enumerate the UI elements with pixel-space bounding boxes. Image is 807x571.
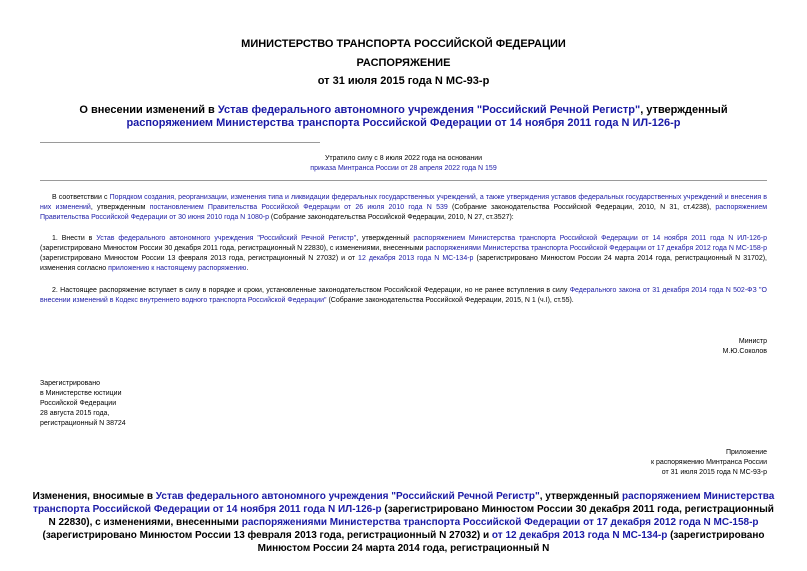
item1-text-3: (зарегистрировано Минюстом России 30 декабря 2011 года, регистрационный N 22830), с изменениями, внесенными — [40, 245, 426, 252]
divider-long — [40, 180, 767, 181]
registration-line: в Министерстве юстиции — [40, 390, 122, 397]
preamble-link-procedure[interactable]: Порядком создания, реорганизации, изменения типа и ликвидации федеральных государственных учреждений, а также утверждения уставов федеральных государственных учреждений и внесения в них изменений — [40, 194, 767, 211]
repeal-notice-link[interactable]: приказа Минтранса России от 28 апреля 2022 года N 159 — [310, 165, 497, 172]
item1-text-4: (зарегистрировано Минюстом России 13 февраля 2013 года, регистрационный N 27032) и от — [40, 255, 359, 262]
item2-text-2: (Собрание законодательства Российской Федерации, 2015, N 1 (ч.I), ст.55). — [326, 297, 574, 304]
bottom-text-1: Изменения, вносимые в — [32, 491, 156, 502]
preamble-text-1: В соответствии с — [52, 194, 110, 201]
item-1-paragraph — [40, 234, 767, 274]
item1-link-charter[interactable]: Устав федерального автономного учреждения "Российский Речной Регистр" — [96, 235, 357, 242]
repeal-notice — [0, 154, 807, 174]
preamble-link-order[interactable]: распоряжением Правительства Российской Федерации от 30 июня 2010 года N 1080-р — [40, 204, 768, 221]
title-link-charter[interactable]: Устав федерального автономного учреждения "Российский Речной Регистр" — [217, 104, 641, 116]
doc-date-number: от 31 июля 2015 года N МС-93-р — [317, 75, 490, 87]
ministry-heading: МИНИСТЕРСТВО ТРАНСПОРТА РОССИЙСКОЙ ФЕДЕРАЦИИ — [241, 38, 566, 50]
registration-line: 28 августа 2015 года, — [40, 410, 110, 417]
item2-text-1: 2. Настоящее распоряжение вступает в силу в порядке и сроки, установленные законодательством Российской Федерации, но не ранее вступления в силу — [52, 287, 570, 294]
item1-link-order[interactable]: распоряжением Министерства транспорта Российской Федерации от 14 ноября 2011 года N ИЛ-126-р — [413, 235, 767, 242]
appendix-title — [30, 490, 777, 555]
item-2-paragraph — [40, 286, 767, 306]
bottom-link-order-2013[interactable]: от 12 декабря 2013 года N МС-134-р — [491, 530, 668, 541]
item1-text-2: , утвержденный — [356, 235, 414, 242]
bottom-text-2: , утвержденный — [539, 491, 622, 502]
item1-link-orders-2012[interactable]: распоряжениями Министерства транспорта Российской Федерации от 17 декабря 2012 года N МС-158-р — [425, 245, 767, 252]
registration-line: Зарегистрировано — [40, 380, 100, 387]
bottom-link-order[interactable]: распоряжением Министерства транспорта Российской Федерации от 14 ноября 2011 года N ИЛ-126-р — [33, 491, 775, 515]
signature-name: М.Ю.Соколов — [722, 348, 767, 355]
item1-text-1: 1. Внести в — [52, 235, 97, 242]
doc-type-heading: РАСПОРЯЖЕНИЕ — [356, 57, 451, 69]
item1-text-5: (зарегистрировано Минюстом России 24 марта 2014 года, регистрационный N 31702), изменения согласно — [40, 255, 767, 272]
title-text-2: , утвержденный — [640, 104, 728, 116]
bottom-text-4: (зарегистрировано Минюстом России 13 февраля 2013 года, регистрационный N 27032) и — [42, 530, 492, 541]
appendix-line: от 31 июля 2015 года N МС-93-р — [661, 469, 767, 476]
item1-link-order-2013[interactable]: 12 декабря 2013 года N МС-134-р — [358, 255, 474, 262]
item1-text-6: . — [246, 265, 249, 272]
registration-block — [40, 379, 240, 429]
preamble-text-2: , утвержденным — [90, 204, 150, 211]
registration-line: регистрационный N 38724 — [40, 420, 126, 427]
appendix-line: к распоряжению Минтранса России — [650, 459, 767, 466]
document-title — [40, 104, 767, 130]
appendix-block — [500, 448, 767, 478]
registration-line: Российской Федерации — [40, 400, 117, 407]
preamble-paragraph — [40, 193, 767, 223]
appendix-line: Приложение — [725, 449, 767, 456]
signature-block — [500, 337, 767, 357]
preamble-text-3: (Собрание законодательства Российской Федерации, 2010, N 31, ст.4238), — [447, 204, 716, 211]
bottom-text-5: (зарегистрировано Минюстом России 24 марта 2014 года, регистрационный N — [257, 530, 765, 554]
item2-link-federal-law[interactable]: Федерального закона от 31 декабря 2014 года N 502-ФЗ "О внесении изменений в Кодекс внутреннего водного транспорта Российской Федерации" — [40, 287, 767, 304]
preamble-link-resolution[interactable]: постановлением Правительства Российской Федерации от 26 июля 2010 года N 539 — [149, 204, 448, 211]
bottom-text-3: (зарегистрировано Минюстом России 30 декабря 2011 года, регистрационный N 22830), с изменениями, внесенными — [48, 504, 774, 528]
bottom-link-charter[interactable]: Устав федерального автономного учреждения "Российский Речной Регистр" — [155, 491, 540, 502]
divider-short — [40, 142, 320, 143]
item1-link-appendix[interactable]: приложению к настоящему распоряжению — [108, 265, 247, 272]
title-link-order[interactable]: распоряжением Министерства транспорта Российской Федерации от 14 ноября 2011 года N ИЛ-126-р — [126, 117, 681, 129]
signature-position: Министр — [738, 338, 767, 345]
preamble-text-4: (Собрание законодательства Российской Федерации, 2010, N 27, ст.3527): — [268, 214, 514, 221]
title-text-1: О внесении изменений в — [79, 104, 218, 116]
bottom-link-orders-2012[interactable]: распоряжениями Министерства транспорта Российской Федерации от 17 декабря 2012 года N МС-158-р — [241, 517, 759, 528]
repeal-notice-text: Утратило силу с 8 июля 2022 года на основании — [324, 155, 483, 162]
